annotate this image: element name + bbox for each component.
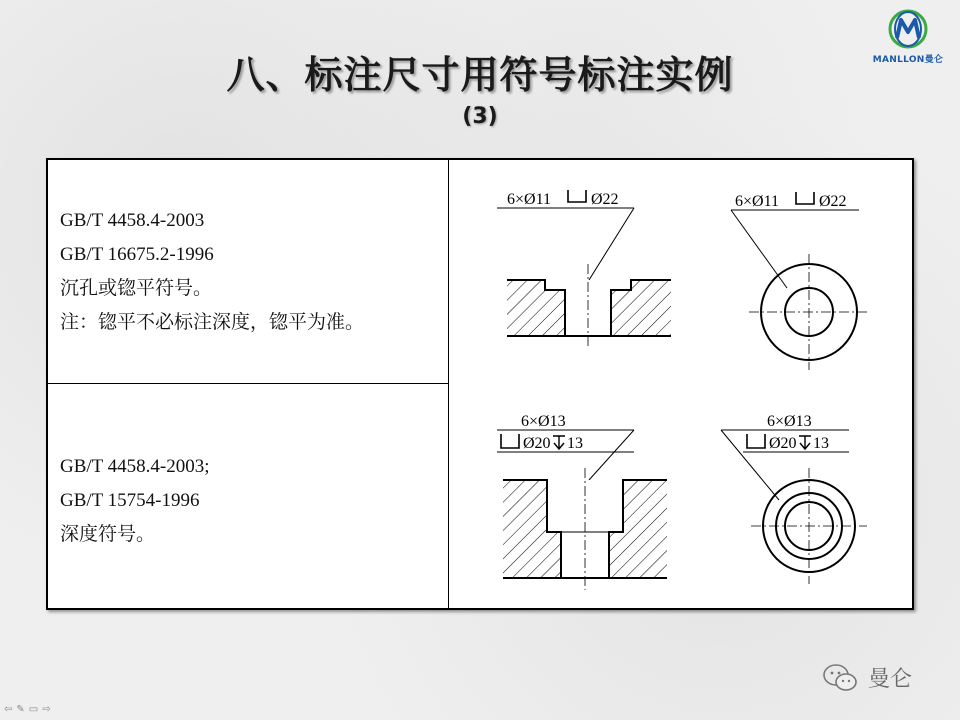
row-2-text	[60, 450, 210, 552]
depth-symbol-icon	[553, 436, 565, 449]
depth-plan-drawing	[721, 413, 867, 584]
br-label-depth: 13	[813, 435, 829, 452]
symbol-example-table	[46, 158, 914, 610]
counterbore-symbol-icon-3	[501, 434, 519, 448]
table-divider-horizontal	[48, 383, 448, 384]
row-1-text	[60, 204, 364, 340]
technical-drawings	[449, 160, 911, 608]
next-arrow-icon[interactable]: ⇨	[42, 704, 51, 715]
row-2-line-2: GB/T 15754-1996	[60, 490, 200, 511]
page-title: 八、标注尺寸用符号标注实例	[226, 53, 734, 97]
page-subtitle: (3)	[462, 104, 498, 129]
wechat-icon	[822, 663, 858, 693]
counterbore-symbol-icon-4	[747, 434, 765, 448]
row-2-line-1: GB/T 4458.4-2003;	[60, 456, 210, 477]
depth-symbol-icon-2	[799, 436, 811, 449]
counterbore-symbol-icon-2	[796, 192, 814, 204]
spotface-section-drawing	[497, 190, 671, 346]
br-label-diameter: Ø20	[769, 435, 797, 452]
wechat-account-name: 曼仑	[868, 667, 913, 692]
logo-text: MANLLON曼仑	[872, 55, 944, 65]
bl-label-depth: 13	[567, 435, 583, 452]
menu-icon[interactable]: ▭	[28, 704, 39, 715]
wechat-watermark	[822, 662, 912, 693]
row-1-line-3: 沉孔或锪平符号。	[60, 278, 213, 299]
tl-label-diameter: Ø22	[591, 191, 619, 208]
depth-section-drawing	[497, 413, 667, 590]
row-1-line-2: GB/T 16675.2-1996	[60, 244, 214, 265]
row-1-line-4: 注：锪平不必标注深度，锪平为准。	[60, 312, 365, 333]
tr-label-hole: 6×Ø11	[735, 193, 779, 210]
tr-label-diameter: Ø22	[819, 193, 847, 210]
prev-arrow-icon[interactable]: ⇦	[4, 704, 13, 715]
tl-label-hole: 6×Ø11	[507, 191, 551, 208]
row-2-line-3: 深度符号。	[60, 524, 156, 545]
slide-nav	[4, 703, 51, 717]
br-label-hole: 6×Ø13	[767, 413, 812, 430]
pen-icon[interactable]: ✎	[16, 704, 25, 715]
bl-label-hole: 6×Ø13	[521, 413, 566, 430]
counterbore-symbol-icon	[568, 190, 586, 202]
spotface-plan-drawing	[731, 192, 869, 370]
bl-label-diameter: Ø20	[523, 435, 551, 452]
row-1-line-1: GB/T 4458.4-2003	[60, 210, 205, 231]
